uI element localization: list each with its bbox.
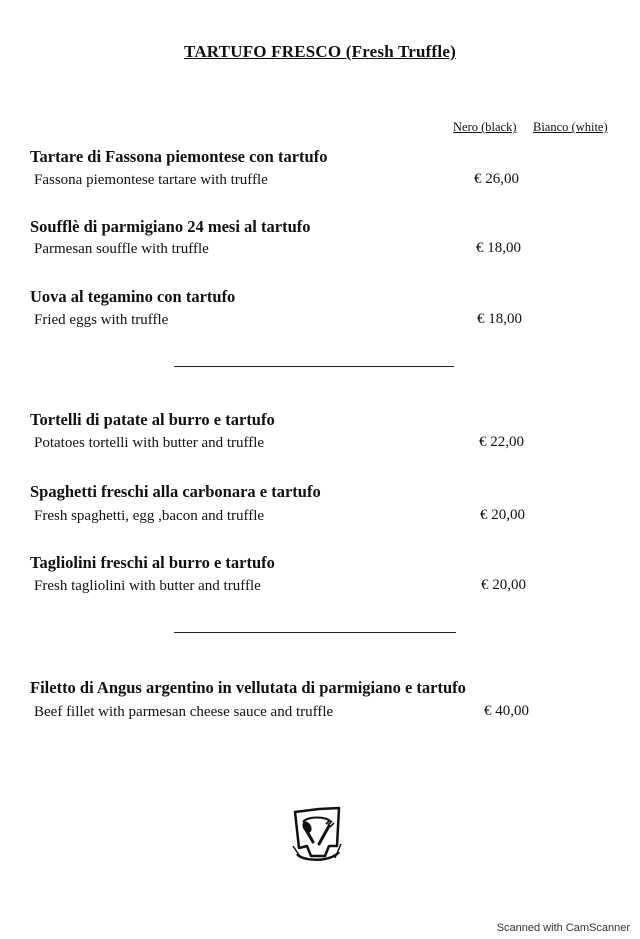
menu-item-name: Spaghetti freschi alla carbonara e tartufo [30, 482, 321, 501]
menu-item-price: € 20,00 [481, 577, 526, 593]
menu-item-description: Fresh spaghetti, egg ,bacon and truffle [34, 508, 265, 524]
menu-item-price: € 40,00 [484, 703, 529, 719]
menu-item-name: Tartare di Fassona piemontese con tartufo [30, 147, 328, 166]
menu-item-description: Fassona piemontese tartare with truffle [34, 172, 268, 188]
menu-item-name: Tortelli di patate al burro e tartufo [30, 410, 275, 429]
menu-item-name: Uova al tegamino con tartufo [30, 287, 236, 306]
section-divider [174, 632, 456, 633]
menu-item-description: Fried eggs with truffle [34, 312, 169, 328]
menu-item-name: Filetto di Angus argentino in vellutata di parmigiano e tartufo [30, 678, 466, 697]
menu-item-price: € 18,00 [476, 240, 521, 256]
section-divider [174, 366, 454, 367]
menu-item-name: Soufflè di parmigiano 24 mesi al tartufo [30, 217, 311, 236]
column-header-nero: Nero (black) [453, 120, 517, 134]
chef-hat-cutlery-icon [289, 806, 345, 866]
menu-item-name: Tagliolini freschi al burro e tartufo [30, 553, 275, 572]
menu-item-description: Potatoes tortelli with butter and truffle [34, 435, 265, 451]
menu-title: TARTUFO FRESCO (Fresh Truffle) [184, 42, 456, 61]
menu-item-description: Fresh tagliolini with butter and truffle [34, 578, 261, 594]
menu-item-description: Parmesan souffle with truffle [34, 241, 209, 257]
menu-item-price: € 20,00 [480, 507, 525, 523]
scanner-watermark: Scanned with CamScanner [496, 922, 630, 934]
menu-item-price: € 26,00 [474, 171, 519, 187]
menu-item-price: € 18,00 [477, 311, 522, 327]
menu-item-price: € 22,00 [479, 434, 524, 450]
menu-item-description: Beef fillet with parmesan cheese sauce and truffle [34, 704, 334, 720]
column-header-bianco: Bianco (white) [533, 120, 608, 134]
